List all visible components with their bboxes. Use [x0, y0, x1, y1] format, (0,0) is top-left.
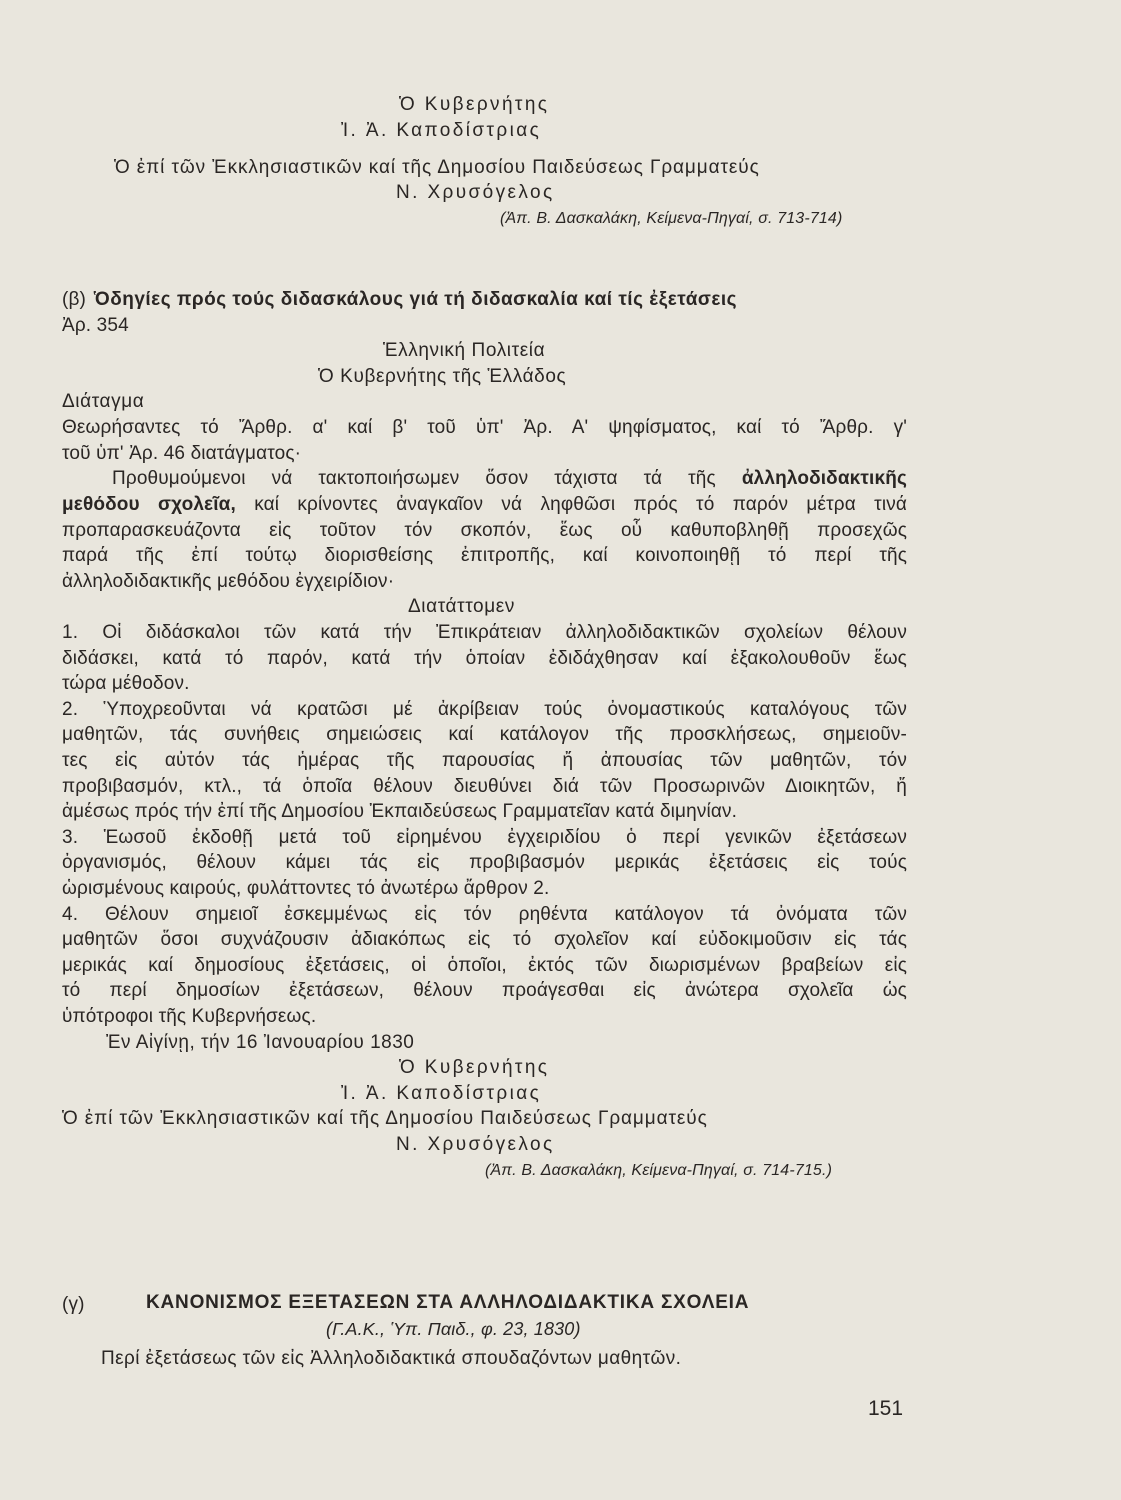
- body-line: προβιβασμόν, κτλ., τά ὁποῖα θέλουν διευθύνει διά τῶν Προσωρινῶν Διοικητῶν, ἤ: [62, 776, 907, 797]
- body-line: μαθητῶν ὅσοι συχνάζουσιν ἀδιακόπως εἰς τό σχολεῖον καί εὐδοκιμοῦσιν εἰς τάς: [62, 929, 907, 950]
- body-line: ὀργανισμός, θέλουν κάμει τάς εἰς προβιβασμόν μερικάς ἐξετάσεις εἰς τούς: [62, 852, 907, 873]
- secretary-name-bottom: Ν. Χρυσόγελος: [396, 1134, 555, 1155]
- section-c-source: (Γ.Α.Κ., Ὑπ. Παιδ., φ. 23, 1830): [326, 1319, 581, 1339]
- citation-top: (Ἀπ. Β. Δασκαλάκη, Κείμενα-Πηγαί, σ. 713-714): [500, 210, 843, 227]
- secretary-title-bottom: Ὁ ἐπί τῶν Ἐκκλησιαστικῶν καί τῆς Δημοσίου Παιδεύσεως Γραμματεύς: [62, 1108, 708, 1129]
- body-line: τες εἰς αὐτόν τάς ἡμέρας τῆς παρουσίας ἤ ἀπουσίας τῶν μαθητῶν, τόν: [62, 750, 907, 771]
- body-line: 3. Ἑωσοῦ ἐκδοθῇ μετά τοῦ εἰρημένου ἐγχειριδίου ὁ περί γενικῶν ἐξετάσεων: [62, 827, 907, 848]
- governor-title-bottom: Ὁ Κυβερνήτης: [399, 1057, 550, 1078]
- body-line: Θεωρήσαντες τό Ἄρθρ. α' καί β' τοῦ ὑπ' Ἀρ. Α' ψηφίσματος, καί τό Ἄρθρ. γ': [62, 417, 907, 438]
- governor-of-greece: Ὁ Κυβερνήτης τῆς Ἑλλάδος: [318, 366, 567, 387]
- body-line: μαθητῶν, τάς συνήθεις σημειώσεις καί κατάλογον τῆς προσκλήσεως, σημειοῦν-: [62, 724, 907, 745]
- citation-bottom: (Ἀπ. Β. Δασκαλάκη, Κείμενα-Πηγαί, σ. 714-715.): [485, 1162, 833, 1179]
- body-line: τό περί δημοσίων ἐξετάσεων, θέλουν προάγεσθαι εἰς ἀνώτερα σχολεῖα ὡς: [62, 980, 907, 1001]
- body-line: ὡρισμένους καιρούς, φυλάττοντες τό ἀνωτέρω ἄρθρον 2.: [62, 878, 550, 899]
- body-line: τοῦ ὑπ' Ἀρ. 46 διατάγματος·: [62, 443, 302, 464]
- body-line: 2. Ὑποχρεοῦνται νά κρατῶσι μέ ἀκρίβειαν τούς ὀνομαστικούς καταλόγους τῶν: [62, 699, 907, 720]
- body-line: ἀλληλοδιδακτικῆς μεθόδου ἐγχειρίδιον·: [62, 571, 395, 592]
- body-line: Προθυμούμενοι νά τακτοποιήσωμεν ὅσον τάχιστα τά τῆς ἀλληλοδιδακτικῆς: [112, 468, 908, 489]
- governor-name-top: Ἰ. Ἀ. Καποδίστριας: [341, 120, 542, 141]
- section-b-label: (β): [62, 289, 87, 310]
- body-line: ἀμέσως πρός τήν ἐπί τῆς Δημοσίου Ἐκπαιδεύσεως Γραμματεῖαν κατά διμηνίαν.: [62, 801, 738, 822]
- governor-name-bottom: Ἰ. Ἀ. Καποδίστριας: [341, 1083, 542, 1104]
- hellenic-state: Ἑλληνική Πολιτεία: [383, 340, 546, 361]
- decree-number: Ἀρ. 354: [62, 315, 129, 336]
- secretary-title-top: Ὁ ἐπί τῶν Ἐκκλησιαστικῶν καί τῆς Δημοσίου Παιδεύσεως Γραμματεύς: [114, 157, 760, 178]
- section-b-title: Ὁδηγίες πρός τούς διδασκάλους γιά τή διδασκαλία καί τίς ἐξετάσεις: [94, 289, 738, 310]
- secretary-name-top: Ν. Χρυσόγελος: [396, 182, 555, 203]
- body-line: προπαρασκευάζοντα εἰς τοῦτον τόν σκοπόν, ἕως οὗ καθυποβληθῇ προσεχῶς: [62, 520, 907, 541]
- governor-title-top: Ὁ Κυβερνήτης: [399, 94, 550, 115]
- date-line: Ἐν Αἰγίνῃ, τήν 16 Ἰανουαρίου 1830: [106, 1032, 415, 1053]
- body-line: παρά τῆς ἐπί τούτῳ διορισθείσης ἐπιτροπῆς, καί κοινοποιηθῇ τό περί τῆς: [62, 545, 907, 566]
- body-line: 4. Θέλουν σημειοῖ ἐσκεμμένως εἰς τόν ρηθέντα κατάλογον τά ὀνόματα τῶν: [62, 904, 907, 925]
- section-c-label: (γ): [62, 1294, 85, 1315]
- body-line: διδάσκει, κατά τό παρόν, κατά τήν ὁποίαν ἐδιδάχθησαν καί ἐξακολουθοῦν ἕως: [62, 648, 907, 669]
- decree-label: Διάταγμα: [62, 391, 145, 412]
- we-order-heading: Διατάττομεν: [408, 596, 515, 617]
- body-line: μεθόδου σχολεῖα, καί κρίνοντες ἀναγκαῖον νά ληφθῶσι πρός τό παρόν μέτρα τινά: [62, 494, 907, 515]
- body-line: τώρα μέθοδον.: [62, 673, 190, 694]
- section-c-title: ΚΑΝΟΝΙΣΜΟΣ ΕΞΕΤΑΣΕΩΝ ΣΤΑ ΑΛΛΗΛΟΔΙΔΑΚΤΙΚΑ ΣΧΟΛΕΙΑ: [146, 1292, 750, 1313]
- body-line: 1. Οἱ διδάσκαλοι τῶν κατά τήν Ἐπικράτειαν ἀλληλοδιδακτικῶν σχολείων θέλουν: [62, 622, 907, 643]
- page-number: 151: [868, 1397, 904, 1420]
- body-line: μερικάς καί δημοσίους ἐξετάσεις, οἱ ὁποῖοι, ἐκτός τῶν διωρισμένων βραβείων εἰς: [62, 955, 907, 976]
- section-c-intro: Περί ἐξετάσεως τῶν εἰς Ἀλληλοδιδακτικά σπουδαζόντων μαθητῶν.: [101, 1348, 682, 1369]
- body-line: ὑπότροφοι τῆς Κυβερνήσεως.: [62, 1006, 317, 1027]
